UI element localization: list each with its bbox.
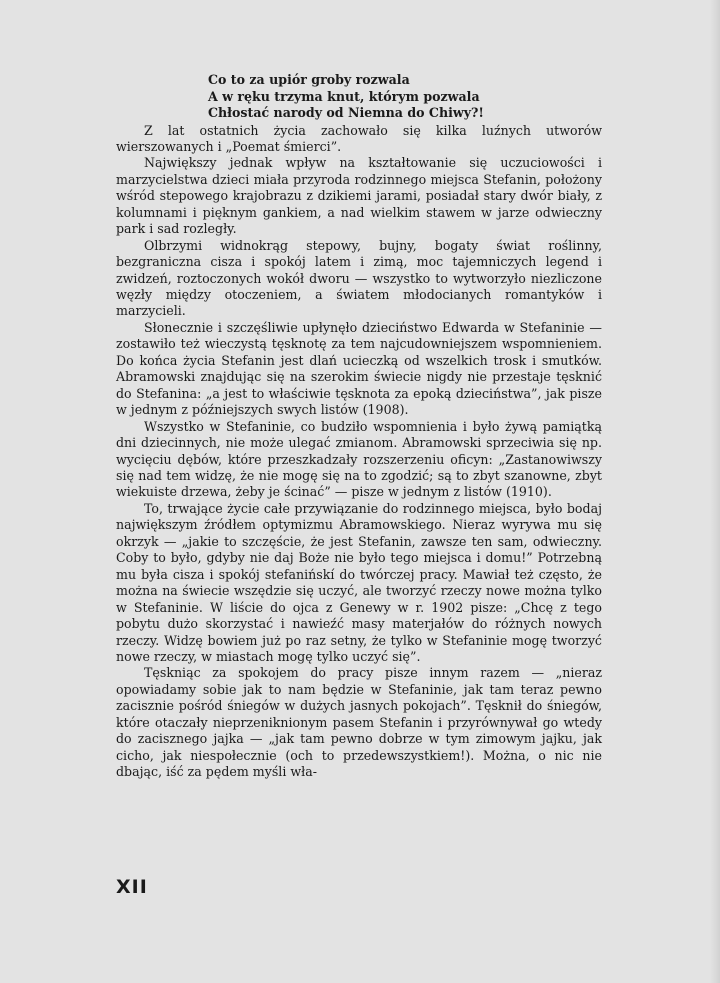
poem-line: Co to za upiór groby rozwala	[208, 72, 410, 87]
text-block	[116, 72, 602, 781]
paragraph: Z lat ostatnich życia zachowało się kilka luźnych utworów wierszowanych i „Poemat śmierci”.	[116, 122, 602, 154]
paragraph: Tęskniąc za spokojem do pracy pisze innym razem — „nieraz opowiadamy sobie jak to nam będzie w Stefaninie, jak tam teraz pewno zacisznie pośród śniegów w dużych jasnych pokojach”. Tęsknił do śniegów, które otaczały nieprzeniknionym pasem Stefanin i przyrównywał go wtedy do zacisznego jajka — „jak tam pewno dobrze w tym zimowym jajku, jak cicho, jak niespołecznie (och to przedewszystkiem!). Można, o nic nie dbając, iść za pędem myśli wła-	[116, 665, 602, 780]
paragraph: Olbrzymi widnokrąg stepowy, bujny, bogaty świat roślinny, bezgraniczna cisza i spokój latem i zimą, moc tajemniczych legend i zwidzeń, roztoczonych wokół dworu — wszystko to wytworzyło niezliczone węzły między otoczeniem, a światem młodocianych romantyków i marzycieli.	[116, 237, 602, 319]
page-number: XII	[116, 876, 148, 898]
body-text	[116, 123, 602, 781]
poem-line: A w ręku trzyma knut, którym pozwala	[208, 88, 480, 104]
paragraph: Największy jednak wpływ na kształtowanie się uczuciowości i marzycielstwa dzieci miała przyroda rodzinnego miejsca Stefanin, położony wśród stepowego krajobrazu z dzikiemi jarami, posiadał stary dwór biały, z kolumnami i pięknym gankiem, a nad wielkim stawem w jarze odwieczny park i sad rozległy.	[116, 155, 602, 237]
poem-quote	[208, 72, 602, 122]
page-edge-shadow	[710, 0, 720, 983]
paragraph: To, trwające życie całe przywiązanie do rodzinnego miejsca, było bodaj największym źródłem optymizmu Abramowskiego. Nieraz wyrywa mu się okrzyk — „jakie to szczęście, że jest Stefanin, zawsze ten sam, odwieczny. Coby to było, gdyby nie daj Boże nie było tego miejsca i domu!” Potrzebną mu była cisza i spokój stefanińskí do twórczej pracy. Mawiał też często, że można na świecie wszędzie się uczyć, ale tworzyć rzeczy nowe można tylko w Stefaninie. W liście do ojca z Genewy w r. 1902 pisze: „Chcę z tego pobytu dużo skorzystać i nawieźć masy materjałów do różnych nowych rzeczy. Widzę bowiem już po raz setny, że tylko w Stefaninie mogę tworzyć nowe rzeczy, w miastach mogę tylko uczyć się”.	[116, 500, 602, 664]
paragraph: Słonecznie i szczęśliwie upłynęło dzieciństwo Edwarda w Stefaninie — zostawiło też wieczystą tęsknotę za tem najcudowniejszem wspomnieniem. Do końca życia Stefanin jest dlań ucieczką od wszelkich trosk i smutków. Abramowski znajdując się na szerokim świecie nigdy nie przestaje tęsknić do Stefanina: „a jest to właściwie tęsknota za epoką dzieciństwa”, jak pisze w jednym z późniejszych swych listów (1908).	[116, 319, 602, 418]
paragraph: Wszystko w Stefaninie, co budziło wspomnienia i było żywą pamiątką dni dziecinnych, nie może ulegać zmianom. Abramowski sprzeciwia się np. wycięciu dębów, które przeszkadzały rozszerzeniu oficyn: „Zastanowiwszy się nad tem widzę, że nie mogę się na to zgodzić; są to zbyt szanowne, zbyt wiekuiste drzewa, żeby je ścinać” — pisze w jednym z listów (1910).	[116, 418, 602, 500]
poem-line: Chłostać narody od Niemna do Chiwy?!	[208, 105, 484, 120]
